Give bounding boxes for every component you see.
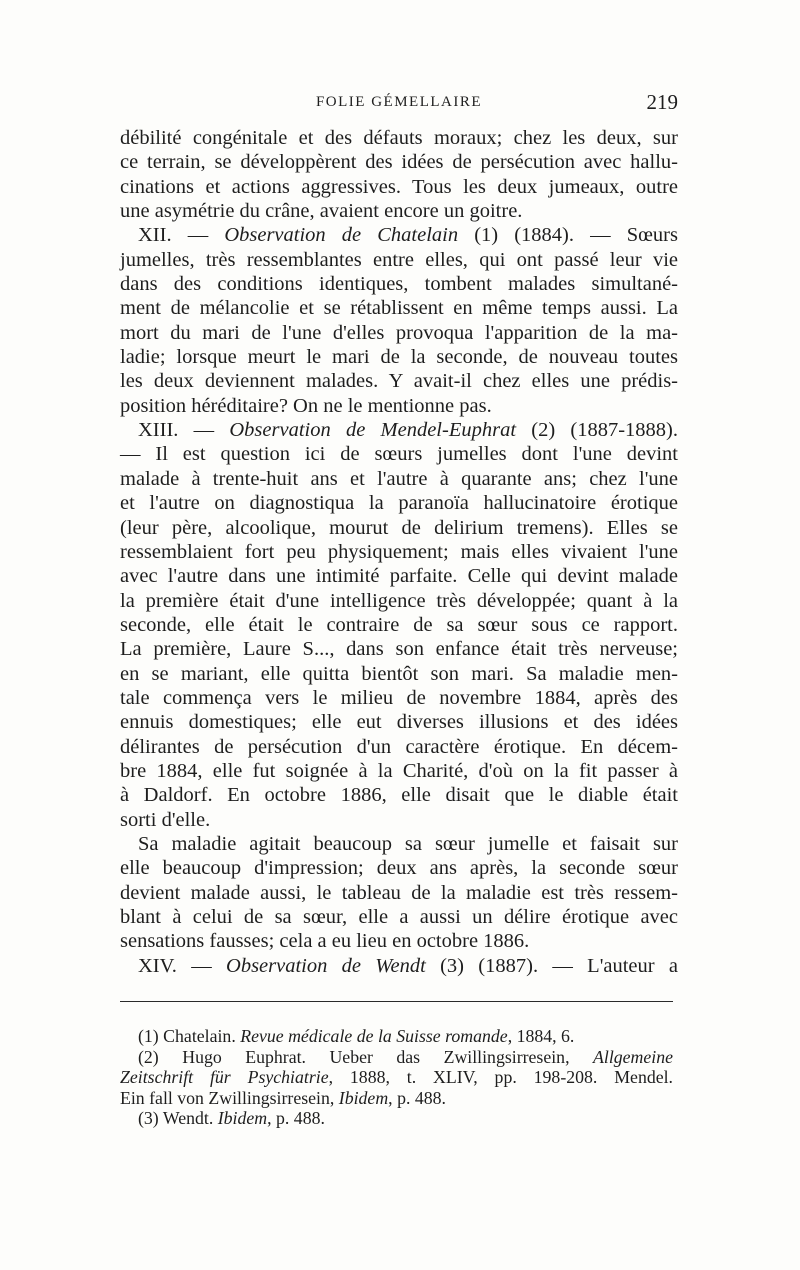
footnotes (120, 1026, 673, 1129)
text-line: à Daldorf. En octobre 1886, elle disait que le diable était (120, 784, 678, 807)
footnote-text: , p. 488. (388, 1087, 446, 1108)
text-line: — Il est question ici de sœurs jumelles dont l'une devint (120, 443, 678, 466)
running-title: FOLIE GÉMELLAIRE (315, 94, 483, 110)
observation-title: Observation de Chatelain (224, 224, 459, 247)
footnote-text: , 1888, t. XLIV, pp. 198-208. Mendel. (328, 1067, 673, 1088)
text-line: dans des conditions identiques, tombent malades simultané- (120, 273, 678, 296)
text-line: bre 1884, elle fut soignée à la Charité, d'où on la fit passer à (120, 759, 678, 782)
page-number: 219 (646, 90, 678, 114)
section-number: XII. — (138, 224, 225, 247)
text-line: malade à trente-huit ans et l'autre à quarante ans; chez l'une (120, 467, 678, 490)
text-line: La première, Laure S..., dans son enfance était très nerveuse; (120, 638, 678, 661)
running-header (120, 90, 678, 118)
observation-xii-heading (120, 223, 678, 247)
footnote-journal: Allgemeine (593, 1046, 673, 1067)
text-line: ressemblaient fort peu physiquement; mais elles vivaient l'une (120, 540, 678, 563)
footnote-1 (120, 1026, 673, 1047)
footnote-text: , p. 488. (267, 1108, 325, 1129)
section-number: XIII. — (138, 419, 230, 442)
text-line: blant à celui de sa sœur, elle a aussi un délire érotique avec (120, 906, 678, 928)
text-line: ennuis domestiques; elle eut diverses illusions et des idées (120, 711, 678, 734)
section-number: XIV. — (138, 954, 227, 977)
heading-rest: (3) (1887). — L'auteur a (425, 954, 678, 977)
footnote-text: (2) Hugo Euphrat. Ueber das Zwillingsirresein, (138, 1046, 594, 1067)
text-line: mort du mari de l'une d'elles provoqua l'apparition de la ma- (120, 321, 678, 344)
text-line: sorti d'elle. (120, 808, 211, 831)
text-line: avec l'autre dans une intimité parfaite. Celle qui devint malade (120, 565, 678, 588)
footnote-text: (1) Chatelain. (138, 1026, 241, 1046)
text-line: tale commença vers le milieu de novembre 1884, après des (120, 686, 678, 709)
footnote-journal: Ibidem (338, 1087, 389, 1108)
observation-title: Observation de Wendt (226, 954, 426, 977)
text-line: seconde, elle était le contraire de sa sœur sous ce rapport. (120, 613, 678, 636)
text-line: jumelles, très ressemblantes entre elles, qui ont passé leur vie (120, 248, 678, 271)
text-line: ladie; lorsque meurt le mari de la seconde, de nouveau toutes (120, 346, 678, 369)
footnote-2-continued (120, 1088, 673, 1109)
footnote-3 (120, 1108, 673, 1129)
text-line: les deux deviennent malades. Y avait-il chez elles une prédis- (120, 370, 678, 393)
footnote-journal: Ibidem (217, 1108, 268, 1129)
text-line: elle beaucoup d'impression; deux ans après, la seconde sœur (120, 857, 678, 880)
text-line: Sa maladie agitait beaucoup sa sœur jumelle et faisait sur (138, 832, 678, 855)
text-line: débilité congénitale et des défauts moraux; chez les deux, sur (120, 127, 678, 149)
text-line: position héréditaire? On ne le mentionne pas. (120, 394, 492, 417)
footnote-journal: Revue médicale de la Suisse romande (240, 1026, 508, 1046)
heading-rest: (2) (1887-1888). (516, 419, 678, 442)
body-text (120, 126, 678, 978)
text-line: ment de mélancolie et se rétablissent en même temps aussi. La (120, 297, 678, 320)
observation-title: Observation de Mendel-Euphrat (229, 419, 517, 442)
text-line: cinations et actions aggressives. Tous les deux jumeaux, outre (120, 175, 678, 198)
footnote-divider (120, 1001, 673, 1002)
footnote-text: (3) Wendt. (138, 1108, 218, 1129)
heading-rest: (1) (1884). — Sœurs (458, 224, 678, 247)
footnote-2-continued (120, 1067, 673, 1088)
footnote-text: , 1884, 6. (507, 1026, 575, 1046)
text-line: délirantes de persécution d'un caractère érotique. En décem- (120, 735, 678, 758)
observation-xiv-heading (120, 954, 678, 978)
text-line: en se mariant, elle quitta bientôt son mari. Sa maladie men- (120, 662, 678, 685)
observation-xiii-heading (120, 418, 678, 442)
text-line: ce terrain, se développèrent des idées de persécution avec hallu- (120, 151, 678, 174)
footnote-text: Ein fall von Zwillingsirresein, (120, 1087, 339, 1108)
text-line: (leur père, alcoolique, mourut de delirium tremens). Elles se (120, 516, 678, 539)
text-line: devient malade aussi, le tableau de la maladie est très ressem- (120, 881, 678, 904)
text-line: sensations fausses; cela a eu lieu en octobre 1886. (120, 930, 530, 953)
text-line: et l'autre on diagnostiqua la paranoïa hallucinatoire érotique (120, 492, 678, 515)
text-line: une asymétrie du crâne, avaient encore un goitre. (120, 200, 523, 223)
footnote-2 (120, 1047, 673, 1068)
text-line: la première était d'une intelligence très développée; quant à la (120, 589, 678, 612)
footnote-journal: Zeitschrift für Psychiatrie (120, 1067, 329, 1088)
